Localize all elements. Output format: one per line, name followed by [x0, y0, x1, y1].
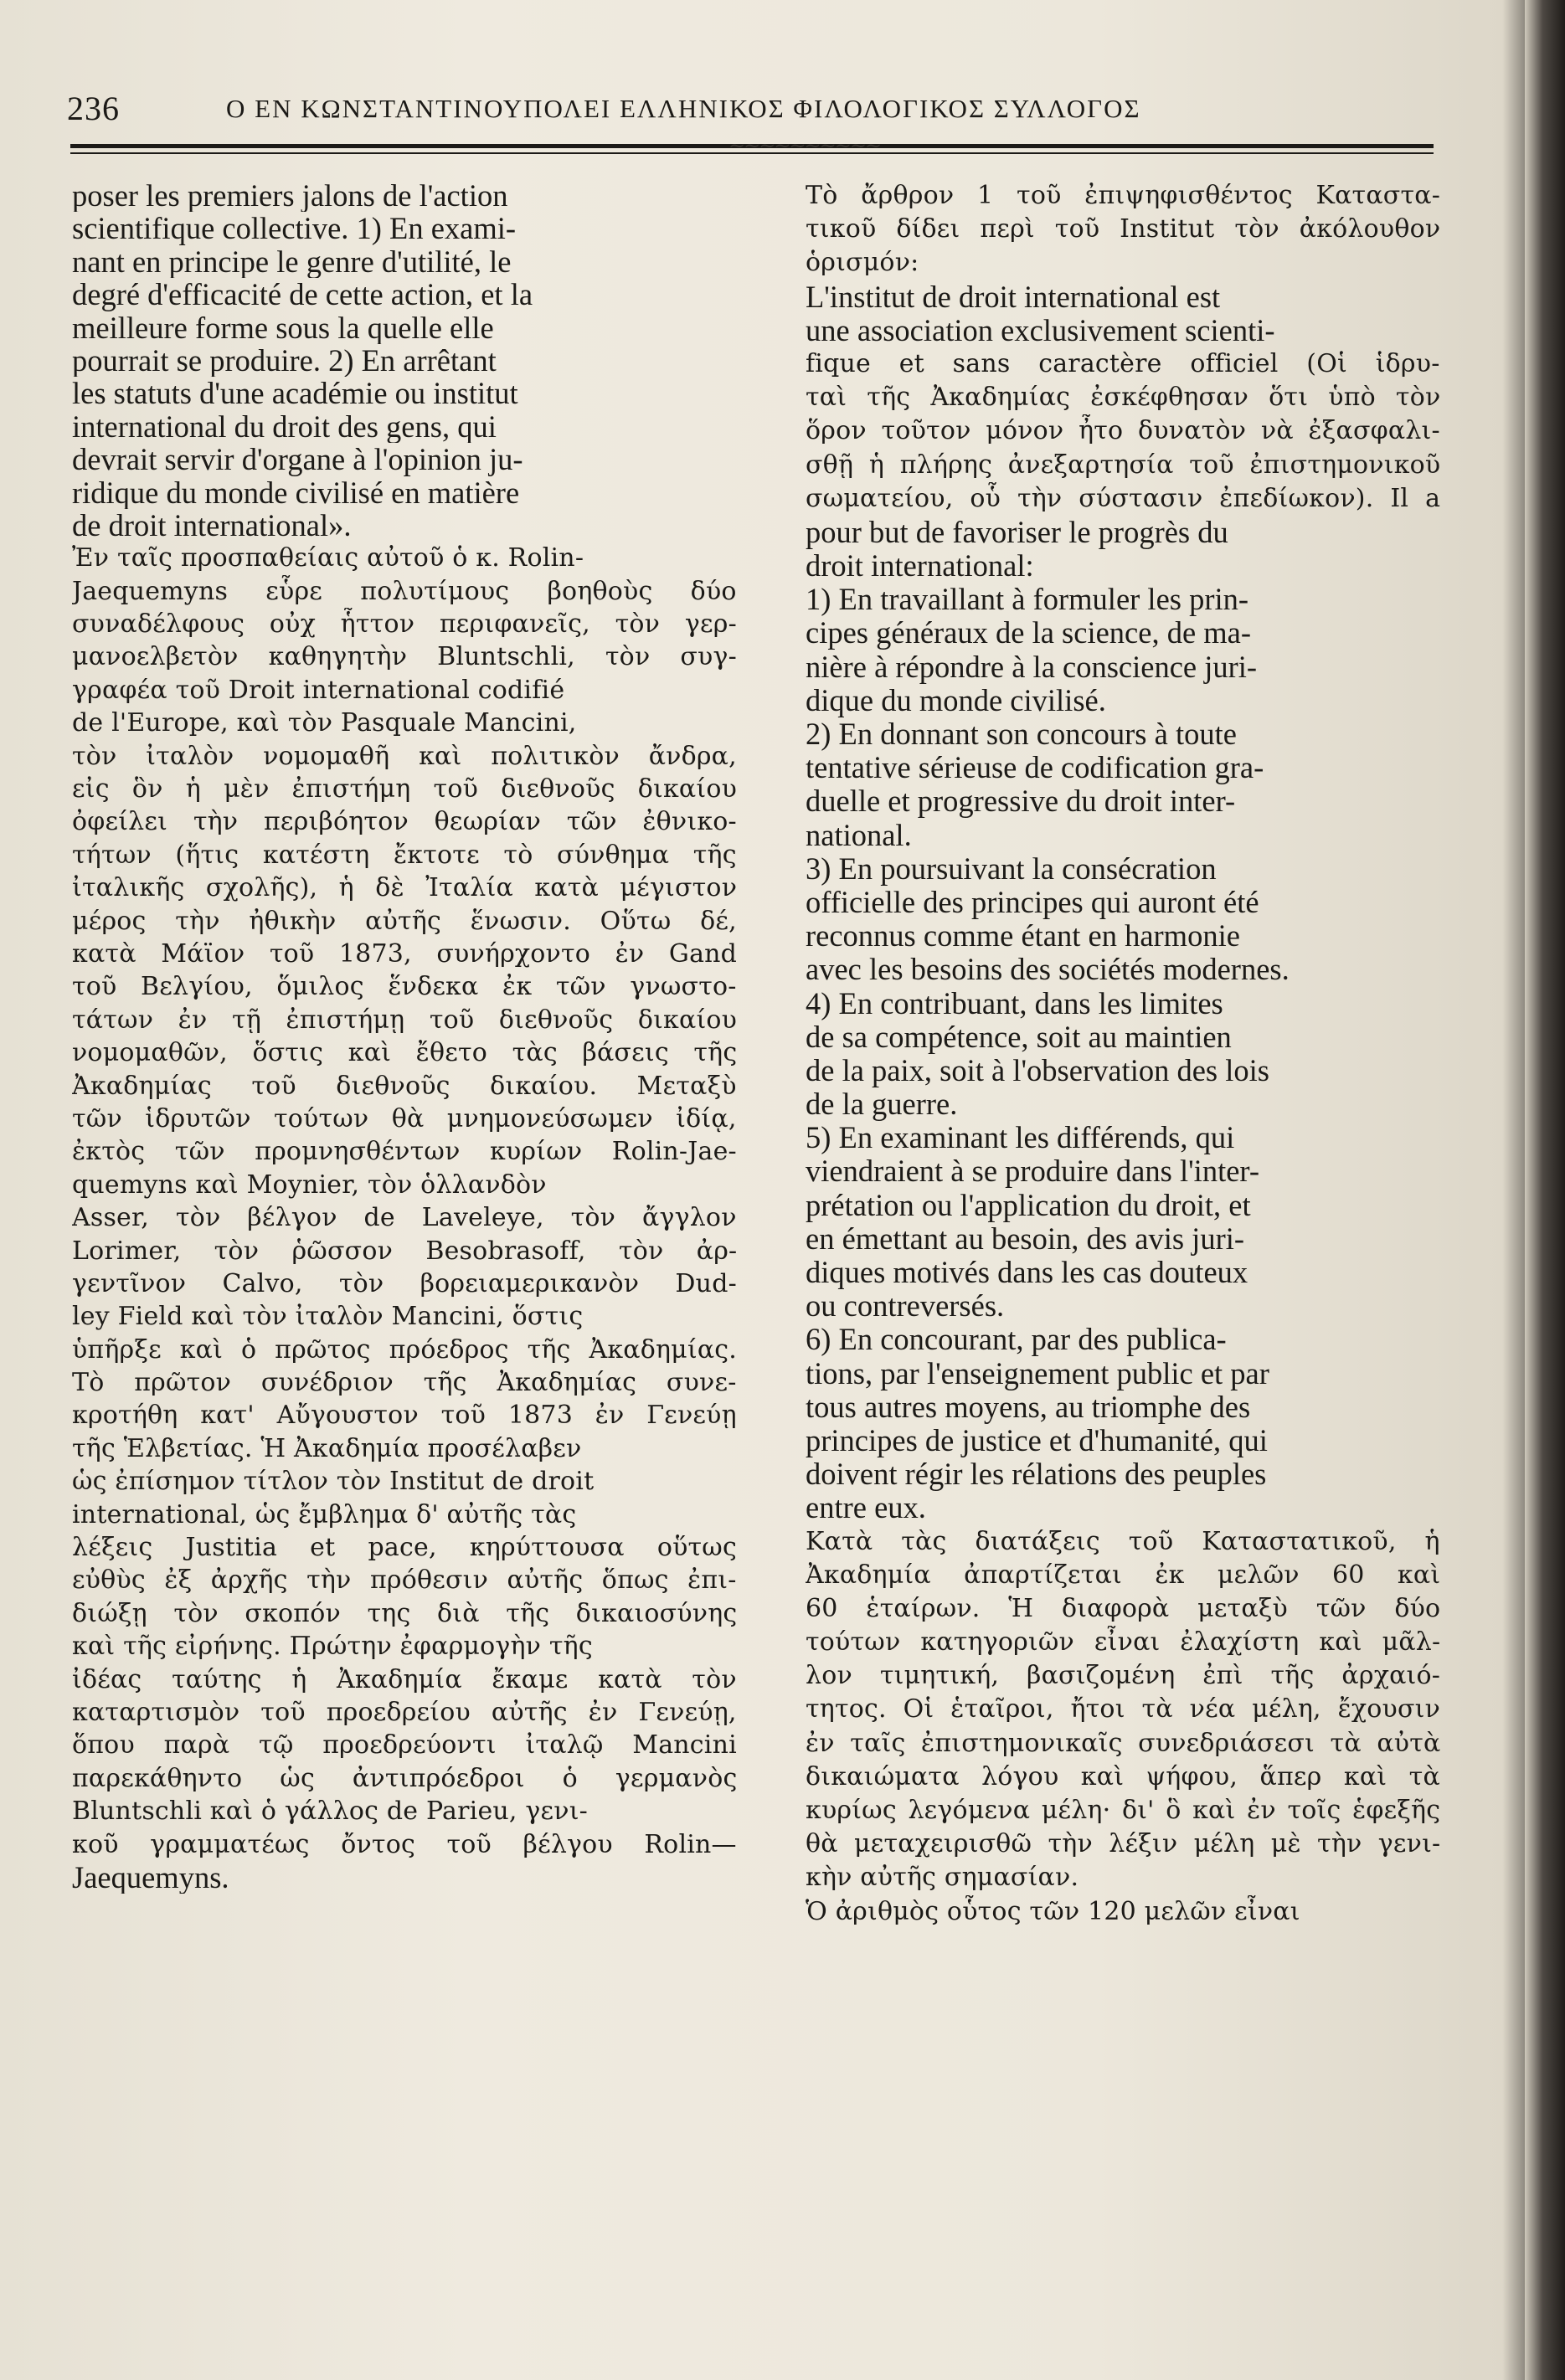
text-line: 1) En travaillant à formuler les prin- [806, 583, 1249, 617]
text-line: Ἀκαδημία ἀπαρτίζεται ἐκ μελῶν 60 καὶ [806, 1560, 1440, 1590]
text-line: διώξῃ τὸν σκοπόν της διὰ τῆς δικαιοσύνης [72, 1598, 737, 1628]
text-line: νομομαθῶν, ὅστις καὶ ἔθετο τὰς βάσεις τῆς [72, 1038, 737, 1068]
text-line: ὅρον τοῦτον μόνον ἦτο δυνατὸν νὰ ἐξασφαλι- [806, 416, 1440, 446]
text-line: ὅπου παρὰ τῷ προεδρεύοντι ἰταλῷ Mancini [72, 1730, 737, 1761]
text-line: Lorimer, τὸν ῥῶσσον Besobrasoff, τὸν ἀρ- [72, 1236, 737, 1266]
text-line: γεντῖνον Calvo, τὸν βορειαμερικανὸν Dud- [72, 1268, 737, 1298]
text-line: une association exclusivement scienti- [806, 313, 1275, 347]
text-line: λον τιμητική, βασιζομένη ἐπὶ τῆς ἀρχαιό- [806, 1661, 1440, 1691]
text-line: diques motivés dans les cas douteux [806, 1256, 1248, 1289]
text-line: Ὁ ἀριθμὸς οὗτος τῶν 120 μελῶν εἶναι [806, 1896, 1300, 1926]
text-line: de l'Europe, καὶ τὸν Pasquale Mancini, [72, 708, 577, 738]
text-line: ἰδέας ταύτης ἡ Ἀκαδημία ἔκαμε κατὰ τὸν [72, 1664, 737, 1694]
text-line: τῆς Ἑλβετίας. Ἡ Ἀκαδημία προσέλαβεν [72, 1433, 582, 1463]
text-line: ἐν ταῖς ἐπιστημονικαῖς συνεδριάσεσι τὰ αὐτὰ [806, 1728, 1440, 1758]
text-line: de droit international». [72, 508, 352, 542]
text-line: les statuts d'une académie ou institut [72, 377, 518, 410]
text-line: devrait servir d'organe à l'opinion ju- [72, 443, 523, 476]
text-line: dique du monde civilisé. [806, 683, 1106, 717]
text-line: tions, par l'enseignement public et par [806, 1356, 1269, 1390]
text-line: reconnus comme étant en harmonie [806, 919, 1240, 954]
text-line: ἐκτὸς τῶν προμνησθέντων κυρίων Rolin-Jae- [72, 1137, 737, 1167]
text-line: nant en principe le genre d'utilité, le [72, 244, 512, 279]
text-line: national. [806, 818, 912, 852]
text-line: poser les premiers jalons de l'action [72, 179, 508, 213]
text-line: avec les besoins des sociétés modernes. [806, 953, 1290, 987]
text-line: quemyns καὶ Moynier, τὸν ὁλλανδὸν [72, 1169, 547, 1200]
text-line: τητος. Οἱ ἑταῖροι, ἤτοι τὰ νέα μέλη, ἔχουσιν [806, 1694, 1440, 1725]
text-line: θὰ μεταχειρισθῶ τὴν λέξιν μέλη μὲ τὴν γενι- [806, 1829, 1440, 1859]
text-line: pour but de favoriser le progrès du [806, 515, 1228, 549]
text-line: de la guerre. [806, 1087, 958, 1122]
text-line: καταρτισμὸν τοῦ προεδρείου αὐτῆς ἐν Γενεύῃ, [72, 1697, 737, 1727]
text-line: δικαιώματα λόγου καὶ ψήφου, ἅπερ καὶ τὰ [806, 1761, 1440, 1791]
text-line: Κατὰ τὰς διατάξεις τοῦ Καταστατικοῦ, ἡ [806, 1526, 1440, 1556]
left-text-column [72, 179, 737, 1894]
page-number: 236 [67, 90, 120, 127]
text-line: ridique du monde civilisé en matière [72, 475, 520, 509]
text-line: ὑπῆρξε καὶ ὁ πρῶτος πρόεδρος τῆς Ἀκαδημίας. [72, 1334, 737, 1365]
text-line: Ἀκαδημίας τοῦ διεθνοῦς δικαίου. Μεταξὺ [72, 1071, 737, 1101]
text-line: droit international: [806, 549, 1034, 583]
text-line: εὐθὺς ἐξ ἀρχῆς τὴν πρόθεσιν αὐτῆς ὅπως ἐπι- [72, 1565, 737, 1596]
text-line: 2) En donnant son concours à toute [806, 717, 1237, 751]
text-line: Ἐν ταῖς προσπαθείαις αὐτοῦ ὁ κ. Rolin- [72, 543, 584, 573]
text-line: μανοελβετὸν καθηγητὴν Bluntschli, τὸν συγ- [72, 642, 737, 672]
text-line: τὸν ἰταλὸν νομομαθῆ καὶ πολιτικὸν ἄνδρα, [72, 741, 737, 771]
text-line: μέρος τὴν ἠθικὴν αὐτῆς ἕνωσιν. Οὕτω δέ, [72, 906, 737, 936]
page-header [67, 84, 1440, 134]
text-line: entre eux. [806, 1491, 926, 1525]
text-line: tentative sérieuse de codification gra- [806, 751, 1264, 785]
text-line: meilleure forme sous la quelle elle [72, 311, 494, 344]
text-line: 3) En poursuivant la consécration [806, 851, 1217, 886]
text-line: cipes généraux de la science, de ma- [806, 616, 1252, 650]
text-line: σωματείου, οὗ τὴν σύστασιν ἐπεδίωκον). Il a [806, 483, 1440, 513]
text-line: καὶ τῆς εἰρήνης. Πρώτην ἐφαρμογὴν τῆς [72, 1632, 593, 1662]
text-line: Jaequemyns εὗρε πολυτίμους βοηθοὺς δύο [72, 576, 737, 606]
text-line: 4) En contribuant, dans les limites [806, 986, 1223, 1020]
text-line: ley Field καὶ τὸν ἰταλὸν Mancini, ὅστις [72, 1302, 584, 1332]
text-line: κροτήθη κατ' Αὔγουστον τοῦ 1873 ἐν Γενεύῃ [72, 1401, 737, 1431]
text-line: Jaequemyns. [72, 1860, 229, 1894]
text-line: scientifique collective. 1) En exami- [72, 212, 517, 245]
text-line: Τὸ ἄρθρον 1 τοῦ ἐπιψηφισθέντος Καταστα- [806, 181, 1440, 210]
header-ornament-icon: ~~~~~~~~~~ [728, 134, 881, 157]
text-line: ou contreversés. [806, 1289, 1005, 1324]
text-line: κοῦ γραμματέως ὄντος τοῦ βέλγου Rolin— [72, 1829, 737, 1859]
text-line: τῶν ἱδρυτῶν τούτων θὰ μνημονεύσωμεν ἰδίᾳ, [72, 1103, 737, 1133]
text-line: παρεκάθηντο ὡς ἀντιπρόεδροι ὁ γερμανὸς [72, 1763, 737, 1793]
text-line: Τὸ πρῶτον συνέδριον τῆς Ἀκαδημίας συνε- [72, 1368, 737, 1398]
text-line: degré d'efficacité de cette action, et la [72, 278, 533, 311]
text-line: prétation ou l'application du droit, et [806, 1188, 1251, 1222]
text-line: κατὰ Μάϊον τοῦ 1873, συνήρχοντο ἐν Gand [72, 938, 737, 969]
text-line: τικοῦ δίδει περὶ τοῦ Institut τὸν ἀκόλουθον [806, 214, 1440, 244]
text-line: 60 ἑταίρων. Ἡ διαφορὰ μεταξὺ τῶν δύο [806, 1593, 1440, 1623]
text-line: ἰταλικῆς σχολῆς), ἡ δὲ Ἰταλία κατὰ μέγιστον [72, 873, 737, 903]
text-line: de sa compétence, soit au maintien [806, 1020, 1232, 1054]
text-line: ταὶ τῆς Ἀκαδημίας ἐσκέφθησαν ὅτι ὑπὸ τὸν [806, 383, 1440, 413]
text-line: de la paix, soit à l'observation des lois [806, 1053, 1269, 1087]
text-line: κυρίως λεγόμενα μέλη· δι' ὃ καὶ ἐν τοῖς ἑφεξῆς [806, 1796, 1440, 1825]
text-line: κὴν αὐτῆς σημασίαν. [806, 1863, 1079, 1893]
text-line: Bluntschli καὶ ὁ γάλλος de Parieu, γενι- [72, 1797, 589, 1827]
text-line: συναδέλφους οὐχ ἧττον περιφανεῖς, τὸν γερ- [72, 609, 737, 640]
text-line: principes de justice et d'humanité, qui [806, 1423, 1268, 1457]
text-line: ὁρισμόν: [806, 248, 919, 278]
text-line: 5) En examinant les différends, qui [806, 1121, 1235, 1155]
text-line: σθῇ ἡ πλήρης ἀνεξαρτησία τοῦ ἐπιστημονικοῦ [806, 450, 1440, 480]
text-line: γραφέα τοῦ Droit international codifié [72, 675, 565, 705]
running-title: Ο ΕΝ ΚΩΝΣΤΑΝΤΙΝΟΥΠΟΛΕΙ ΕΛΛΗΝΙΚΟΣ ΦΙΛΟΛΟΓΙΚΟΣ ΣΥΛΛΟΓΟΣ [226, 94, 1141, 123]
text-line: duelle et progressive du droit inter- [806, 784, 1236, 819]
text-line: ὀφείλει τὴν περιβόητον θεωρίαν τῶν ἐθνικο- [72, 807, 737, 837]
text-line: officielle des principes qui auront été [806, 885, 1259, 919]
text-line: en émettant au besoin, des avis juri- [806, 1221, 1245, 1256]
text-line: viendraient à se produire dans l'inter- [806, 1154, 1259, 1189]
text-line: fique et sans caractère officiel (Οἱ ἱδρυ- [806, 348, 1440, 378]
text-line: τήτων (ἥτις κατέστη ἔκτοτε τὸ σύνθημα τῆς [72, 840, 737, 870]
text-line: L'institut de droit international est [806, 280, 1221, 314]
text-line: Asser, τὸν βέλγον de Laveleye, τὸν ἄγγλον [72, 1203, 737, 1233]
text-line: international du droit des gens, qui [72, 409, 497, 444]
text-line: doivent régir les rélations des peuples [806, 1457, 1267, 1492]
text-line: international, ὡς ἔμβλημα δ' αὐτῆς τὰς [72, 1499, 577, 1529]
text-line: τούτων κατηγοριῶν εἶναι ἐλαχίστη καὶ μᾶλ- [806, 1627, 1440, 1658]
text-line: τάτων ἐν τῇ ἐπιστήμῃ τοῦ διεθνοῦς δικαίου [72, 1005, 737, 1035]
text-line: ὡς ἐπίσημον τίτλον τὸν Institut de droit [72, 1467, 595, 1497]
text-line: pourrait se produire. 2) En arrêtant [72, 343, 497, 378]
text-line: τοῦ Βελγίου, ὅμιλος ἕνδεκα ἐκ τῶν γνωστο- [72, 972, 737, 1002]
page-gutter [1525, 0, 1565, 2380]
text-line: nière à répondre à la conscience juri- [806, 650, 1258, 684]
text-line: λέξεις Justitia et pace, κηρύττουσα οὕτως [72, 1533, 737, 1563]
text-line: εἰς ὃν ἡ μὲν ἐπιστήμη τοῦ διεθνοῦς δικαίου [72, 774, 737, 804]
text-line: 6) En concourant, par des publica- [806, 1323, 1227, 1357]
text-line: tous autres moyens, au triomphe des [806, 1390, 1251, 1424]
right-text-column [806, 179, 1440, 1929]
